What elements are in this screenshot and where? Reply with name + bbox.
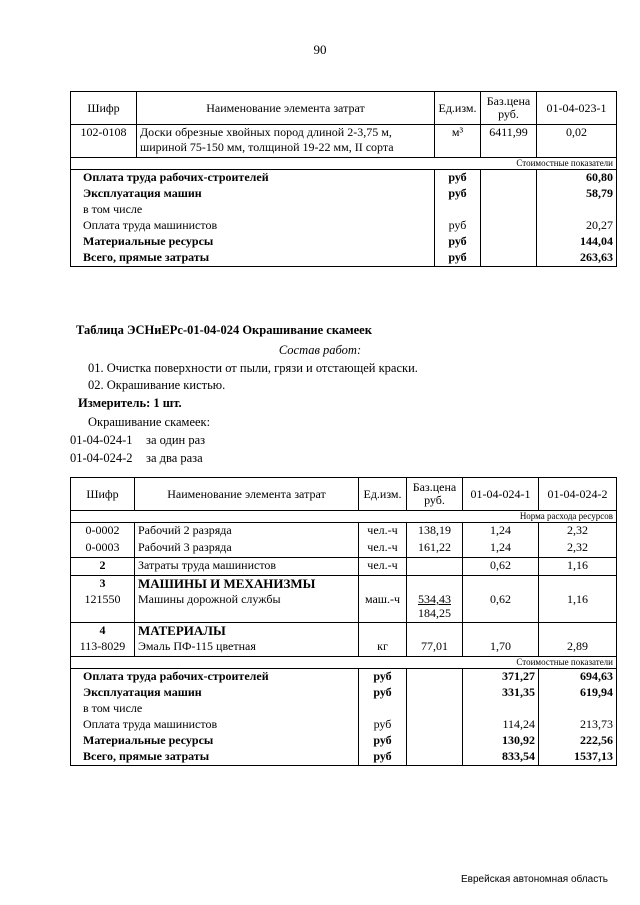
painting-label: Окрашивание скамеек:	[88, 415, 211, 429]
cost-value	[537, 202, 617, 218]
cost-unit: руб	[359, 733, 407, 749]
cost-row	[71, 669, 617, 686]
materials-group-name: МАТЕРИАЛЫ	[135, 623, 359, 640]
header-norm-2: 01-04-024-2	[539, 478, 617, 511]
cost-row	[71, 749, 617, 766]
materials-price: 77,01	[407, 639, 463, 657]
item-price: 6411,99	[481, 125, 537, 158]
norm-label: Норма расхода ресурсов	[463, 511, 617, 523]
machines-code: 121550	[84, 592, 121, 606]
cost-row	[71, 685, 617, 701]
cost-unit: руб	[359, 685, 407, 701]
header-base-price-line2: руб.	[424, 493, 445, 507]
cost-value-2	[539, 701, 617, 717]
header-code: Шифр	[71, 92, 137, 125]
labor-name: Рабочий 2 разряда	[135, 523, 359, 541]
labor-price: 161,22	[407, 540, 463, 558]
machines-unit: маш.-ч	[359, 592, 407, 623]
cost-row	[71, 234, 617, 250]
operators-value-2: 1,16	[539, 558, 617, 576]
cost-unit: руб	[435, 250, 481, 267]
cost-label-cell: Оплата труда машинистов	[83, 218, 218, 232]
item-name	[137, 125, 435, 158]
measure: Измеритель: 1 шт.	[78, 396, 182, 410]
cost-row	[71, 701, 617, 717]
work-item: 01. Очистка поверхности от пыли, грязи и отстающей краски.	[88, 361, 418, 375]
cost-unit: руб	[435, 170, 481, 187]
cost-label-cell: Всего, прямые затраты	[83, 250, 210, 264]
footer-region: Еврейская автономная область	[461, 874, 608, 885]
cost-value: 144,04	[537, 234, 617, 250]
cost-label-cell: Оплата труда рабочих-строителей	[83, 669, 269, 683]
header-name: Наименование элемента затрат	[137, 92, 435, 125]
header-norm-1: 01-04-024-1	[463, 478, 539, 511]
cost-value-1: 130,92	[463, 733, 539, 749]
labor-code: 0-0003	[85, 540, 120, 554]
labor-value-2: 2,32	[539, 523, 617, 541]
cost-value-2: 1537,13	[539, 749, 617, 766]
cost-label-cell: Эксплуатация машин	[83, 186, 202, 200]
cost-unit: руб	[435, 186, 481, 202]
cost-value-1: 114,24	[463, 717, 539, 733]
header-name: Наименование элемента затрат	[135, 478, 359, 511]
cost-unit: руб	[359, 749, 407, 766]
cost-label-cell: в том числе	[83, 202, 143, 216]
labor-name: Рабочий 3 разряда	[135, 540, 359, 558]
header-base-price-line1: Баз.цена	[412, 480, 457, 494]
cost-row	[71, 186, 617, 202]
cost-row	[71, 170, 617, 187]
operators-unit: чел.-ч	[359, 558, 407, 576]
cost-label-cell: Материальные ресурсы	[83, 234, 214, 248]
operators-value-1: 0,62	[463, 558, 539, 576]
cost-unit: руб	[435, 218, 481, 234]
norm-label-row	[71, 511, 617, 523]
cost-label: Стоимостные показатели	[481, 158, 617, 170]
cost-unit: руб	[359, 669, 407, 686]
cost-value-2: 619,94	[539, 685, 617, 701]
labor-unit: чел.-ч	[359, 540, 407, 558]
table-header-row	[71, 92, 617, 125]
item-unit: м³	[435, 125, 481, 158]
cost-label-cell: Эксплуатация машин	[83, 685, 202, 699]
header-base-price-line1: Баз.цена	[486, 94, 531, 108]
cost-row	[71, 202, 617, 218]
machines-group-name: МАШИНЫ И МЕХАНИЗМЫ	[135, 576, 359, 593]
materials-code: 113-8029	[79, 639, 126, 653]
materials-unit: кг	[359, 639, 407, 657]
cost-label: Стоимостные показатели	[463, 657, 617, 669]
cost-value: 58,79	[537, 186, 617, 202]
cost-value-1: 371,27	[463, 669, 539, 686]
variant-code: 01-04-024-1	[70, 433, 133, 447]
header-unit: Ед.изм.	[359, 478, 407, 511]
work-item: 02. Окрашивание кистью.	[88, 378, 226, 392]
cost-label-row	[71, 657, 617, 669]
operators-code: 2	[71, 558, 135, 576]
machines-value-1: 0,62	[463, 592, 539, 623]
cost-table-01-04-024	[70, 477, 617, 766]
materials-group-code: 4	[71, 623, 135, 640]
cost-unit: руб	[435, 234, 481, 250]
header-code: Шифр	[71, 478, 135, 511]
cost-label-cell: Всего, прямые затраты	[83, 749, 210, 763]
table-row	[71, 639, 617, 657]
machines-value-2: 1,16	[539, 592, 617, 623]
cost-table-01-04-023	[70, 91, 617, 267]
cost-label-cell: Оплата труда рабочих-строителей	[83, 170, 269, 184]
labor-value-2: 2,32	[539, 540, 617, 558]
header-base-price	[481, 92, 537, 125]
machines-price	[407, 592, 463, 623]
materials-value-1: 1,70	[463, 639, 539, 657]
item-value: 0,02	[537, 125, 617, 158]
labor-price: 138,19	[407, 523, 463, 541]
header-unit: Ед.изм.	[435, 92, 481, 125]
table-row	[71, 623, 617, 640]
cost-unit	[359, 701, 407, 717]
labor-unit: чел.-ч	[359, 523, 407, 541]
materials-name: Эмаль ПФ-115 цветная	[135, 639, 359, 657]
labor-code: 0-0002	[85, 523, 120, 537]
cost-value-2: 222,56	[539, 733, 617, 749]
cost-value-1: 833,54	[463, 749, 539, 766]
materials-value-2: 2,89	[539, 639, 617, 657]
machines-price-1: 534,43	[418, 592, 451, 606]
cost-unit: руб	[359, 717, 407, 733]
cost-value: 263,63	[537, 250, 617, 267]
machines-price-2: 184,25	[418, 606, 451, 620]
header-base-price	[407, 478, 463, 511]
cost-value: 20,27	[537, 218, 617, 234]
machines-name: Машины дорожной службы	[135, 592, 359, 623]
cost-value-1	[463, 701, 539, 717]
cost-label-row	[71, 158, 617, 170]
table-header-row	[71, 478, 617, 511]
operators-name: Затраты труда машинистов	[135, 558, 359, 576]
cost-value-2: 694,63	[539, 669, 617, 686]
labor-value-1: 1,24	[463, 540, 539, 558]
table-row	[71, 576, 617, 593]
section-title: Таблица ЭСНиЕРс-01-04-024 Окрашивание скамеек	[76, 323, 372, 337]
table-row	[71, 558, 617, 576]
cost-row	[71, 733, 617, 749]
variant-code: 01-04-024-2	[70, 451, 133, 465]
cost-value: 60,80	[537, 170, 617, 187]
cost-row	[71, 250, 617, 267]
item-name-line1: Доски обрезные хвойных пород длиной 2-3,75 м,	[140, 125, 392, 139]
variant-desc: за один раз	[146, 433, 206, 447]
cost-row	[71, 717, 617, 733]
composition-title: Состав работ:	[278, 343, 362, 357]
cost-value-2: 213,73	[539, 717, 617, 733]
page-number: 90	[313, 42, 327, 57]
cost-value-1: 331,35	[463, 685, 539, 701]
table-row	[71, 592, 617, 623]
cost-label-cell: Оплата труда машинистов	[83, 717, 218, 731]
table-row	[71, 523, 617, 541]
variant-desc: за два раза	[146, 451, 203, 465]
item-name-line2: шириной 75-150 мм, толщиной 19-22 мм, II сорта	[140, 140, 394, 154]
machines-group-code: 3	[71, 576, 135, 593]
cost-label-cell: в том числе	[83, 701, 143, 715]
item-code: 102-0108	[80, 125, 127, 139]
table-row	[71, 540, 617, 558]
header-norm: 01-04-023-1	[537, 92, 617, 125]
cost-unit	[435, 202, 481, 218]
table-row	[71, 125, 617, 158]
cost-label-cell: Материальные ресурсы	[83, 733, 214, 747]
labor-value-1: 1,24	[463, 523, 539, 541]
header-base-price-line2: руб.	[498, 107, 519, 121]
cost-row	[71, 218, 617, 234]
